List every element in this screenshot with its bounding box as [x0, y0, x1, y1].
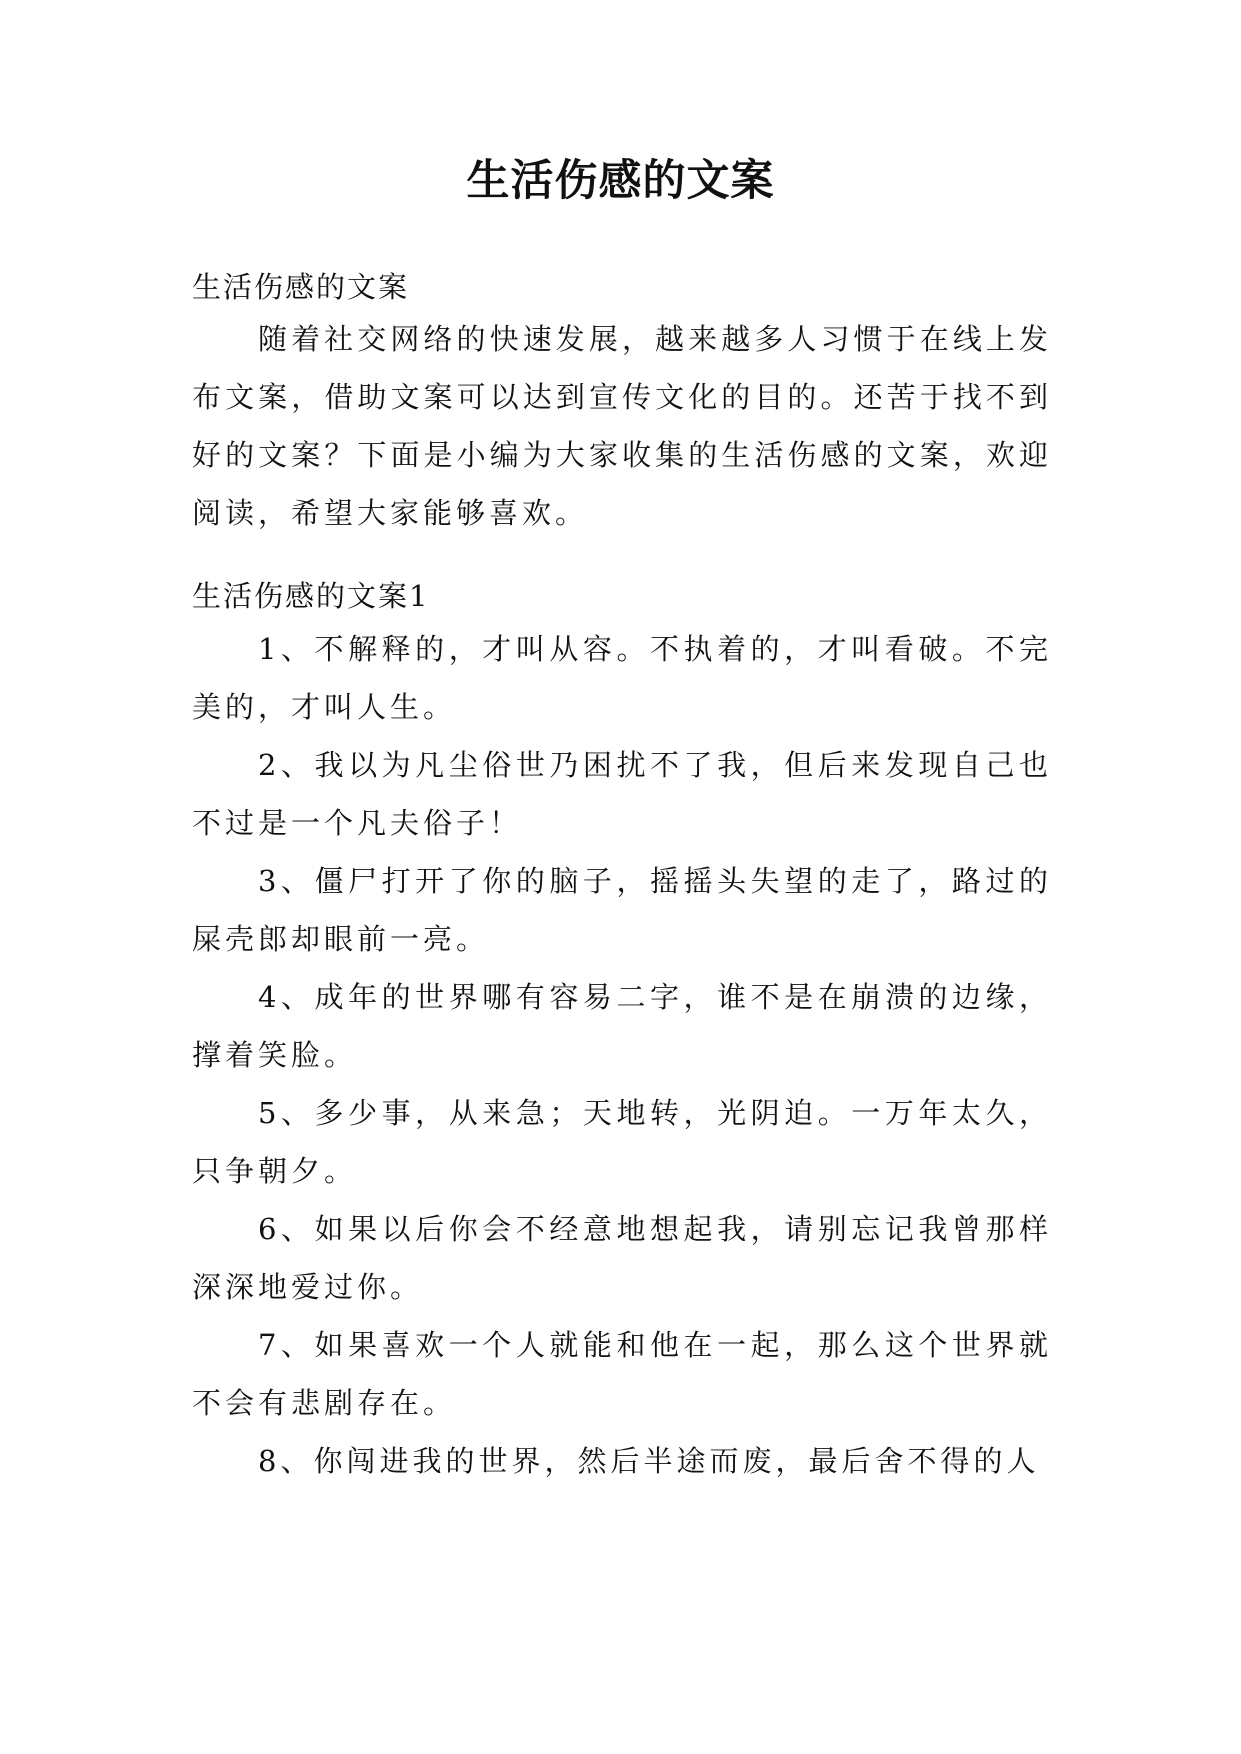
intro-heading: 生活伤感的文案	[192, 270, 410, 304]
list-item: 3、僵尸打开了你的脑子，摇摇头失望的走了，路过的屎壳郎却眼前一亮。	[192, 864, 1052, 956]
section1-heading: 生活伤感的文案1	[192, 579, 430, 613]
list-item: 5、多少事，从来急；天地转，光阴迫。一万年太久，只争朝夕。	[192, 1096, 1052, 1188]
intro-paragraph: 随着社交网络的快速发展，越来越多人习惯于在线上发布文案，借助文案可以达到宣传文化的目的。还苦于找不到好的文案？下面是小编为大家收集的生活伤感的文案，欢迎阅读，希望大家能够喜欢。	[192, 322, 1052, 530]
list-item: 7、如果喜欢一个人就能和他在一起，那么这个世界就不会有悲剧存在。	[192, 1328, 1052, 1420]
items-list	[192, 620, 1052, 1490]
list-item: 4、成年的世界哪有容易二字，谁不是在崩溃的边缘，撑着笑脸。	[192, 980, 1052, 1072]
list-item: 8、你闯进我的世界，然后半途而废，最后舍不得的人	[258, 1444, 1040, 1478]
list-item: 1、不解释的，才叫从容。不执着的，才叫看破。不完美的，才叫人生。	[192, 632, 1052, 724]
list-item: 2、我以为凡尘俗世乃困扰不了我，但后来发现自己也不过是一个凡夫俗子！	[192, 748, 1052, 840]
intro-paragraph-block	[192, 310, 1052, 542]
document-title: 生活伤感的文案	[466, 156, 775, 206]
list-item: 6、如果以后你会不经意地想起我，请别忘记我曾那样深深地爱过你。	[192, 1212, 1052, 1304]
